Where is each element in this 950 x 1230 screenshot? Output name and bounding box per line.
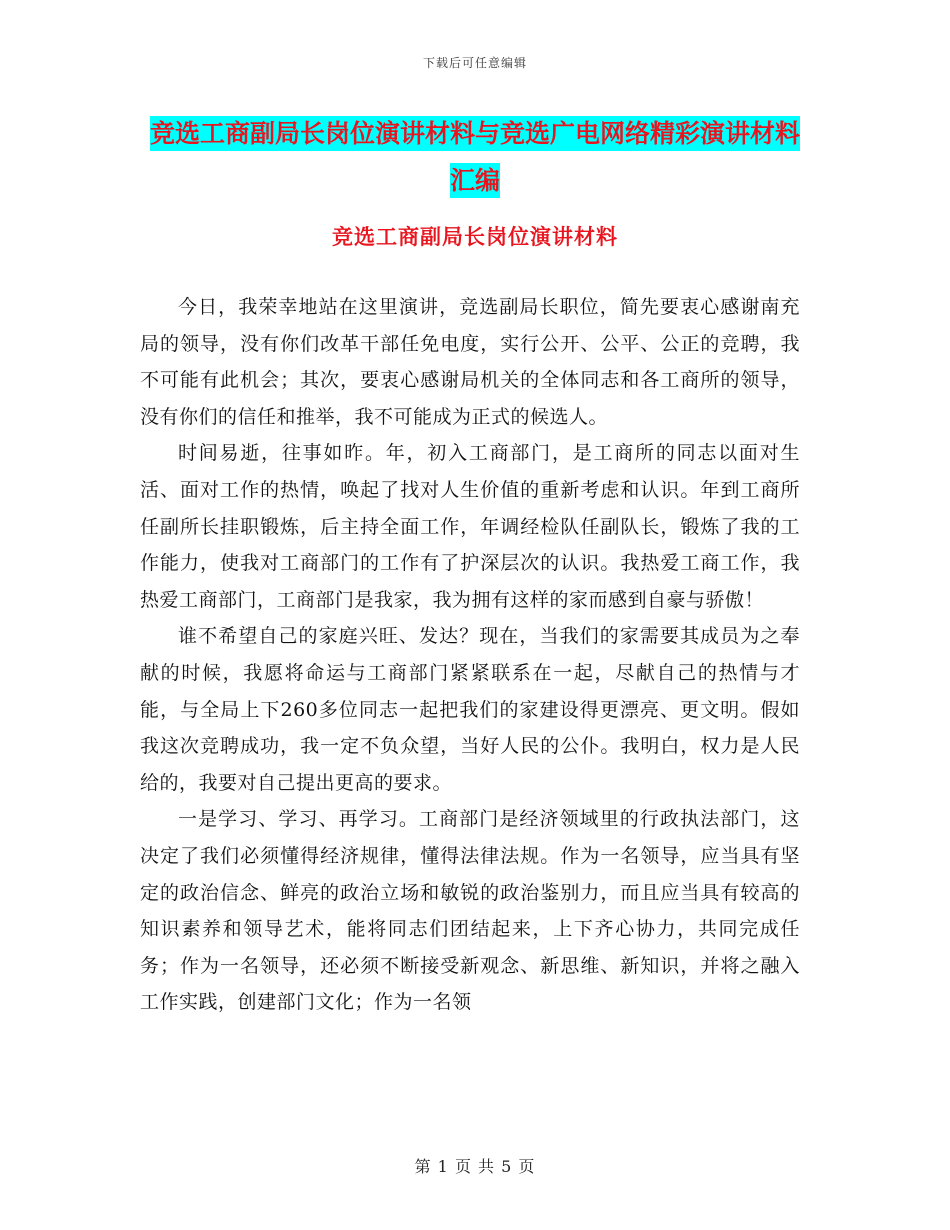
page-number-footer: 第 1 页 共 5 页	[414, 1157, 536, 1176]
document-title-text: 竞选工商副局长岗位演讲材料与竞选广电网络精彩演讲材料汇编	[150, 116, 800, 198]
document-title	[140, 110, 810, 204]
paragraph: 今日，我荣幸地站在这里演讲，竞选副局长职位，简先要衷心感谢南充局的领导，没有你们改革干部任免电度，实行公开、公平、公正的竞聘，我不可能有此机会；其次，要衷心感谢局机关的全体同志和各工商所的领导，没有你们的信任和推举，我不可能成为正式的候选人。	[140, 296, 800, 428]
document-body	[140, 289, 800, 1021]
paragraph: 一是学习、学习、再学习。工商部门是经济领域里的行政执法部门，这决定了我们必须懂得经济规律，懂得法律法规。作为一名领导，应当具有坚定的政治信念、鲜亮的政治立场和敏锐的政治鉴别力，而且应当具有较高的知识素养和领导艺术，能将同志们团结起来，上下齐心协力，共同完成任务；作为一名领导，还必须不断接受新观念、新思维、新知识，并将之融入工作实践，创建部门文化；作为一名领	[140, 808, 800, 1014]
page-header-note: 下载后可任意编辑	[422, 56, 527, 70]
section-title: 竞选工商副局长岗位演讲材料	[332, 224, 618, 249]
paragraph: 谁不希望自己的家庭兴旺、发达？现在，当我们的家需要其成员为之奉献的时候，我愿将命运与工商部门紧紧联系在一起，尽献自己的热情与才能，与全局上下260多位同志一起把我们的家建设得更漂亮、更文明。假如我这次竞聘成功，我一定不负众望，当好人民的公仆。我明白，权力是人民给的，我要对自己提出更高的要求。	[140, 625, 800, 794]
paragraph: 时间易逝，往事如昨。年，初入工商部门，是工商所的同志以面对生活、面对工作的热情，唤起了找对人生价值的重新考虑和认识。年到工商所任副所长挂职锻炼，后主持全面工作，年调经检队任副队长，锻炼了我的工作能力，使我对工商部门的工作有了护深层次的认识。我热爱工商工作，我热爱工商部门，工商部门是我家，我为拥有这样的家而感到自豪与骄傲！	[140, 442, 800, 611]
